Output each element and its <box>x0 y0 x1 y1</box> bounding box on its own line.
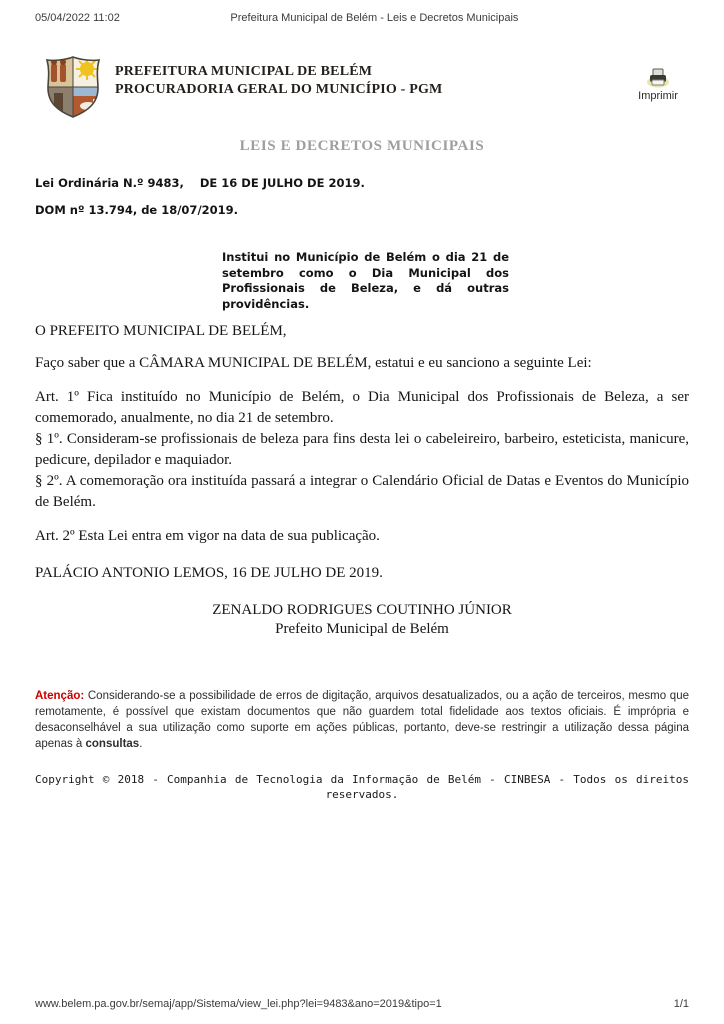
print-button[interactable] <box>629 67 687 102</box>
print-datetime: 05/04/2022 11:02 <box>35 12 120 24</box>
attention-notice <box>35 688 689 752</box>
law-number-line: Lei Ordinária N.º 9483, DE 16 DE JULHO DE 2019. <box>35 176 365 190</box>
print-header <box>35 12 689 24</box>
copyright-line: Copyright © 2018 - Companhia de Tecnologia da Informação de Belém - CINBESA - Todos os direitos reservados. <box>35 773 689 801</box>
org-name-line2: PROCURADORIA GERAL DO MUNICÍPIO - PGM <box>115 82 443 97</box>
law-summary-ementa: Institui no Município de Belém o dia 21 de setembro como o Dia Municipal dos Profissionais de Beleza, e dá outras providências. <box>222 250 509 311</box>
signature-role: Prefeito Municipal de Belém <box>275 621 449 637</box>
signature-block <box>35 601 689 639</box>
attention-text: Considerando-se a possibilidade de erros de digitação, arquivos desatualizados, ou a ação de terceiros, mesmo que remotamente, é possível que existam documentos que não guardem total fidelidade aos textos oficiais. É imprópria e desaconselhável a sua utilização como suporte em ações públicas, portanto, deve-se restringir a utilização dessa página apenas à <box>35 690 689 750</box>
attention-label: Atenção: <box>35 690 85 702</box>
print-footer-page-indicator: 1/1 <box>673 998 689 1010</box>
paragraph-faco-saber: Faço saber que a CÂMARA MUNICIPAL DE BELÉM, estatui e eu sanciono a seguinte Lei: <box>35 355 592 371</box>
paragraph-par2: § 2º. A comemoração ora instituída passará a integrar o Calendário Oficial de Datas e Eventos do Município de Belém. <box>35 473 689 510</box>
print-page-title: Prefeitura Municipal de Belém - Leis e Decretos Municipais <box>230 12 519 24</box>
paragraph-art1: Art. 1º Fica instituído no Município de Belém, o Dia Municipal dos Profissionais de Beleza, a ser comemorado, anualmente, no dia 21 de setembro. <box>35 389 689 426</box>
printer-icon <box>646 67 670 89</box>
attention-text-end: . <box>139 738 143 750</box>
dom-publication-line: DOM nº 13.794, de 18/07/2019. <box>35 203 239 217</box>
org-name-line1: PREFEITURA MUNICIPAL DE BELÉM <box>115 64 373 79</box>
print-button-label: Imprimir <box>638 90 678 102</box>
paragraph-palacio: PALÁCIO ANTONIO LEMOS, 16 DE JULHO DE 2019. <box>35 565 383 581</box>
belem-coat-of-arms-logo <box>43 55 105 124</box>
print-footer-url: www.belem.pa.gov.br/semaj/app/Sistema/view_lei.php?lei=9483&ano=2019&tipo=1 <box>35 998 442 1010</box>
paragraph-prefeito: O PREFEITO MUNICIPAL DE BELÉM, <box>35 323 287 339</box>
belem-coat-of-arms-icon <box>43 55 103 119</box>
paragraph-art2: Art. 2º Esta Lei entra em vigor na data de sua publicação. <box>35 528 380 544</box>
paragraph-par1: § 1º. Consideram-se profissionais de beleza para fins desta lei o cabeleireiro, barbeiro, esteticista, manicure, pedicure, depilador e maquiador. <box>35 431 689 468</box>
print-footer <box>35 998 689 1010</box>
org-name-block <box>105 55 629 99</box>
attention-bold-word: consultas <box>85 738 140 750</box>
section-title: LEIS E DECRETOS MUNICIPAIS <box>239 138 485 154</box>
signature-name: ZENALDO RODRIGUES COUTINHO JÚNIOR <box>212 602 512 618</box>
